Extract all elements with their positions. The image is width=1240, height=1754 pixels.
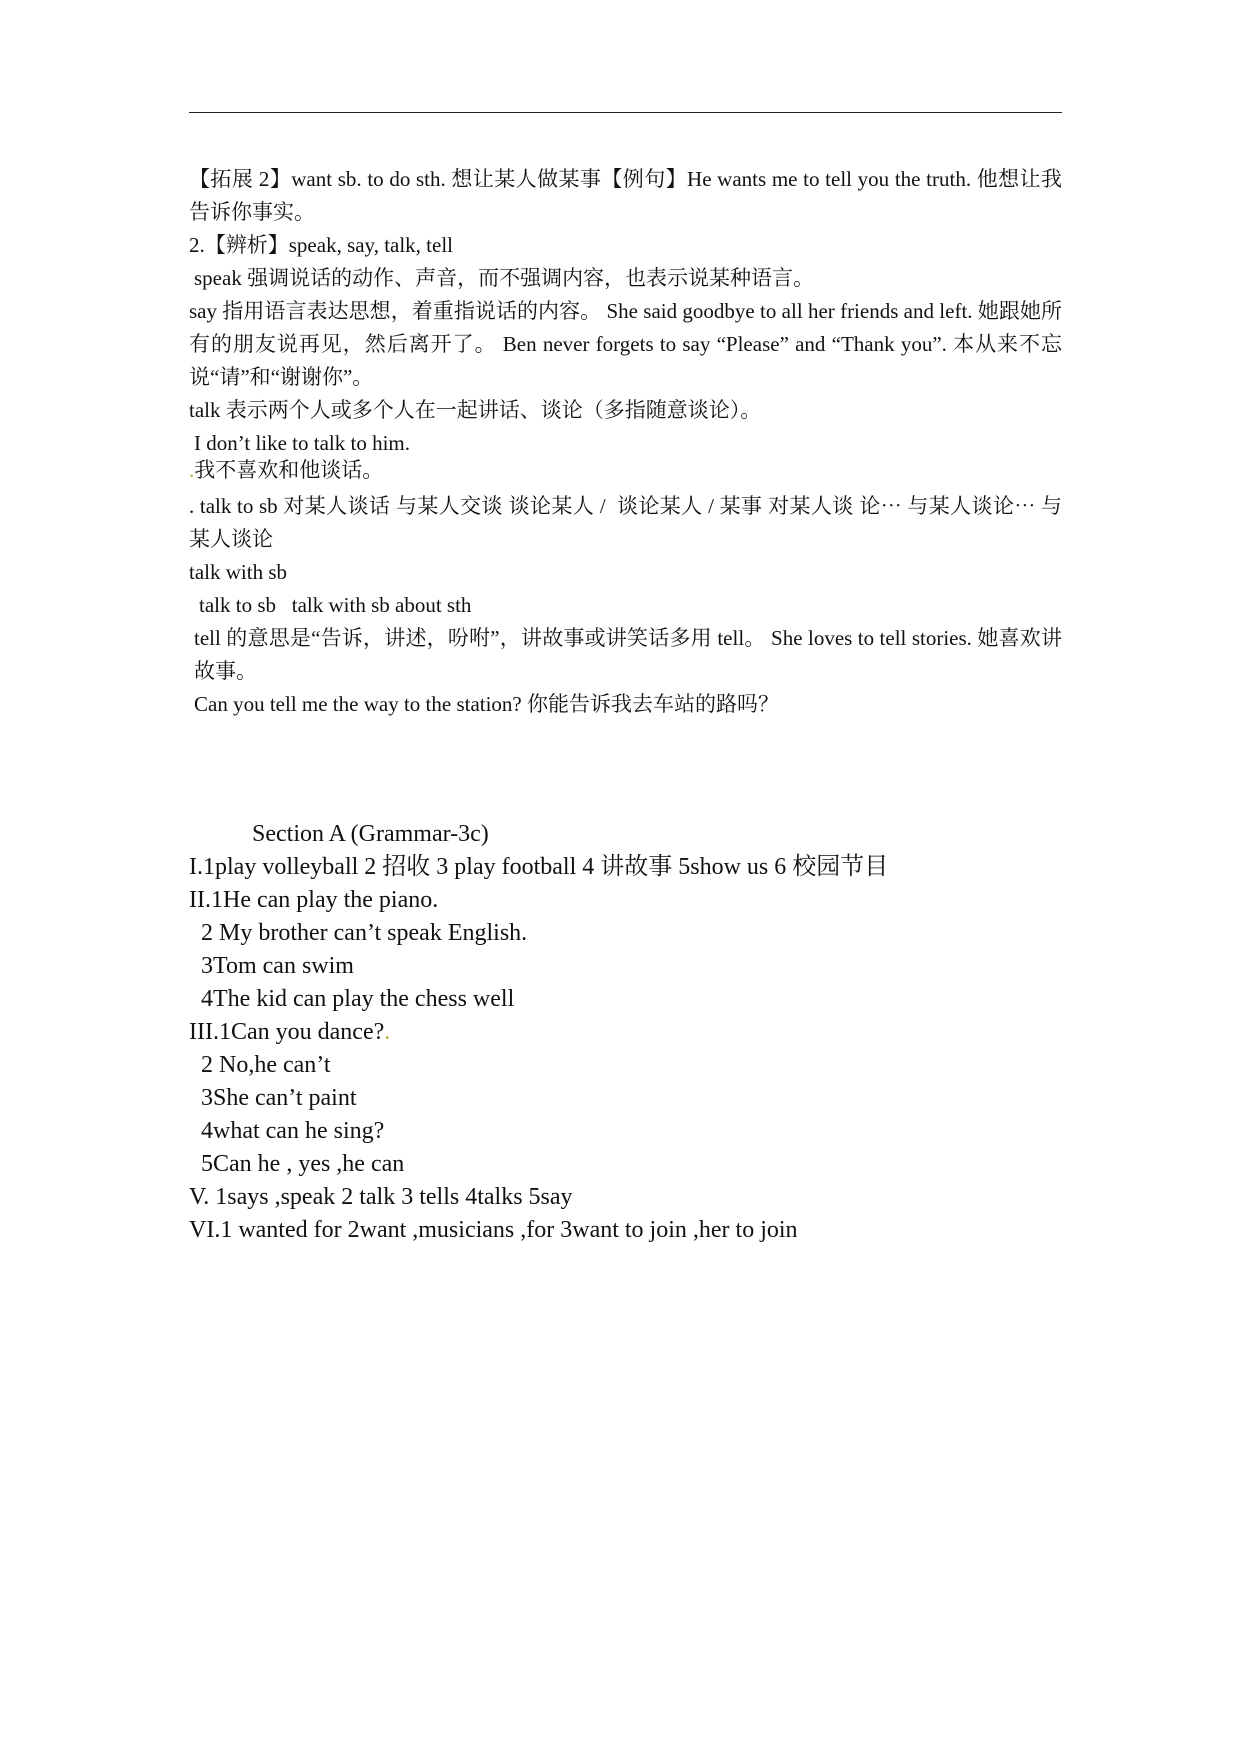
answer-line-text: III.1Can you dance? <box>189 1019 385 1045</box>
section-title: Section A (Grammar-3c) <box>252 821 489 847</box>
answer-line: 4The kid can play the chess well <box>201 986 515 1012</box>
extension-2-paragraph: 【拓展 2】want sb. to do sth. 想让某人做某事【例句】He wants me to tell you the truth. 他想让我告诉你事实。 <box>189 167 1062 224</box>
talk-to-with-phrases: talk to sb talk with sb about sth <box>199 593 472 617</box>
answer-line: 3She can’t paint <box>201 1085 357 1111</box>
answers-section <box>189 818 1062 1247</box>
answer-line: V. 1says ,speak 2 talk 3 tells 4talks 5say <box>189 1184 573 1210</box>
answer-line: 3Tom can swim <box>201 953 354 979</box>
answer-line: 4what can he sing? <box>201 1118 385 1144</box>
answer-line: 5Can he , yes ,he can <box>201 1151 405 1177</box>
speak-definition: speak 强调说话的动作、声音，而不强调内容，也表示说某种语言。 <box>194 266 815 290</box>
answer-line: VI.1 wanted for 2want ,musicians ,for 3want to join ,her to join <box>189 1217 798 1243</box>
bullet-dot-icon: . <box>189 458 195 482</box>
talk-example-english: I don’t like to talk to him. <box>194 431 411 455</box>
say-definition: say 指用语言表达思想，着重指说话的内容。 She said goodbye to all her friends and left. 她跟她所有的朋友说再见，然后离开了。 Ben never forgets to say “Please” and “Thank you”. 本从来不忘说“请”和“谢谢你”。 <box>189 299 1062 389</box>
tell-definition: tell 的意思是“告诉，讲述，吩咐”，讲故事或讲笑话多用 tell。 She loves to tell stories. 她喜欢讲故事。 <box>194 626 1062 683</box>
tell-example: Can you tell me the way to the station? 你能告诉我去车站的路吗？ <box>194 692 780 716</box>
answer-line: 2 My brother can’t speak English. <box>201 920 528 946</box>
bullet-dot-icon: . <box>384 1019 391 1045</box>
talk-example-chinese-row <box>189 456 1062 484</box>
answer-line: 2 No,he can’t <box>201 1052 331 1078</box>
talk-phrases: . talk to sb 对某人谈话 与某人交谈 谈论某人 / 谈论某人 / 某事 对某人谈 论⋯ 与某人谈论⋯ 与某人谈论 <box>189 494 1062 551</box>
notes-section <box>189 163 1062 721</box>
header-rule <box>189 112 1062 113</box>
talk-with-phrase: talk with sb <box>189 560 287 584</box>
answer-line <box>189 1016 1062 1049</box>
talk-example-chinese: 我不喜欢和他谈话。 <box>194 458 384 482</box>
talk-definition: talk 表示两个人或多个人在一起讲话、谈论（多指随意谈论）。 <box>189 398 762 422</box>
answer-line: II.1He can play the piano. <box>189 887 439 913</box>
answer-line: I.1play volleyball 2 招收 3 play football 4 讲故事 5show us 6 校园节目 <box>189 854 889 880</box>
bianxi-heading: 2.【辨析】speak, say, talk, tell <box>189 233 454 257</box>
